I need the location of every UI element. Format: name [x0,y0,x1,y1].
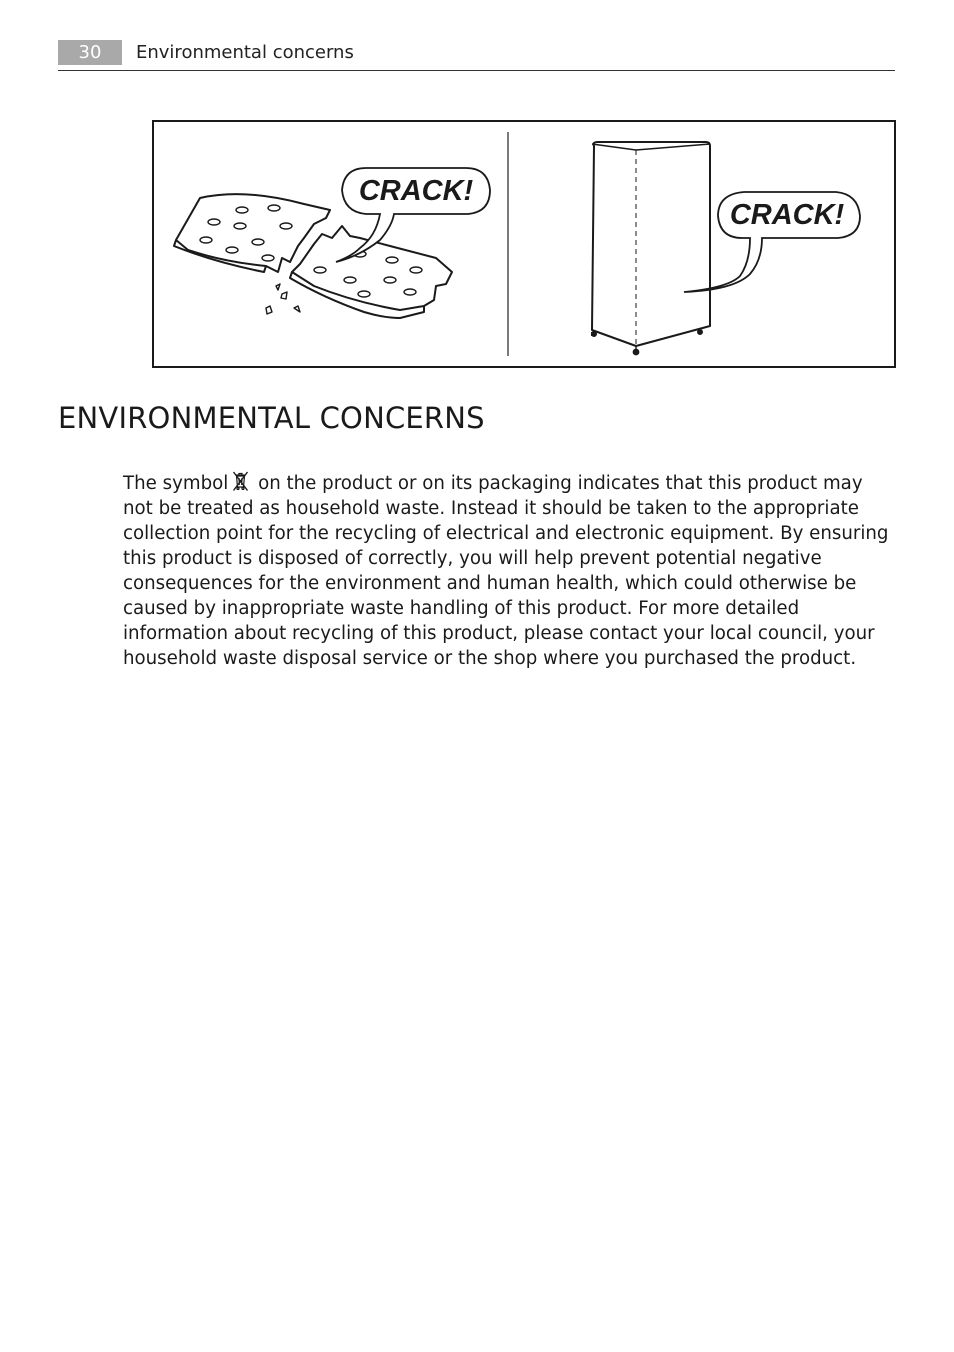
crack-text-right: CRACK! [729,199,845,231]
cabinet-illustration [592,142,710,354]
crack-text-left: CRACK! [358,175,474,207]
running-header-title: Environmental concerns [136,42,354,63]
section-title: ENVIRONMENTAL CONCERNS [58,401,485,435]
page-header [58,40,895,72]
disposal-illustration [152,120,896,368]
header-rule [58,70,895,71]
page-number: 30 [58,40,122,65]
text-before-symbol: The symbol [123,473,229,494]
disposal-instructions-paragraph [123,470,893,671]
crossed-out-wheelie-bin-icon [232,470,249,492]
text-after-symbol: on the product or on its packaging indicates that this product may not be treated as household waste. Instead it should be taken to the appropriate collection point for the recycling of electrical and electronic equipment. By ensuring this product is disposed of correctly, you will help prevent potential negative consequences for the environment and human health, which could otherwise be caused by inappropriate waste handling of this product. For more detailed information about recycling of this product, please contact your local council, your household waste disposal service or the shop where you purchased the product. [123,473,889,669]
